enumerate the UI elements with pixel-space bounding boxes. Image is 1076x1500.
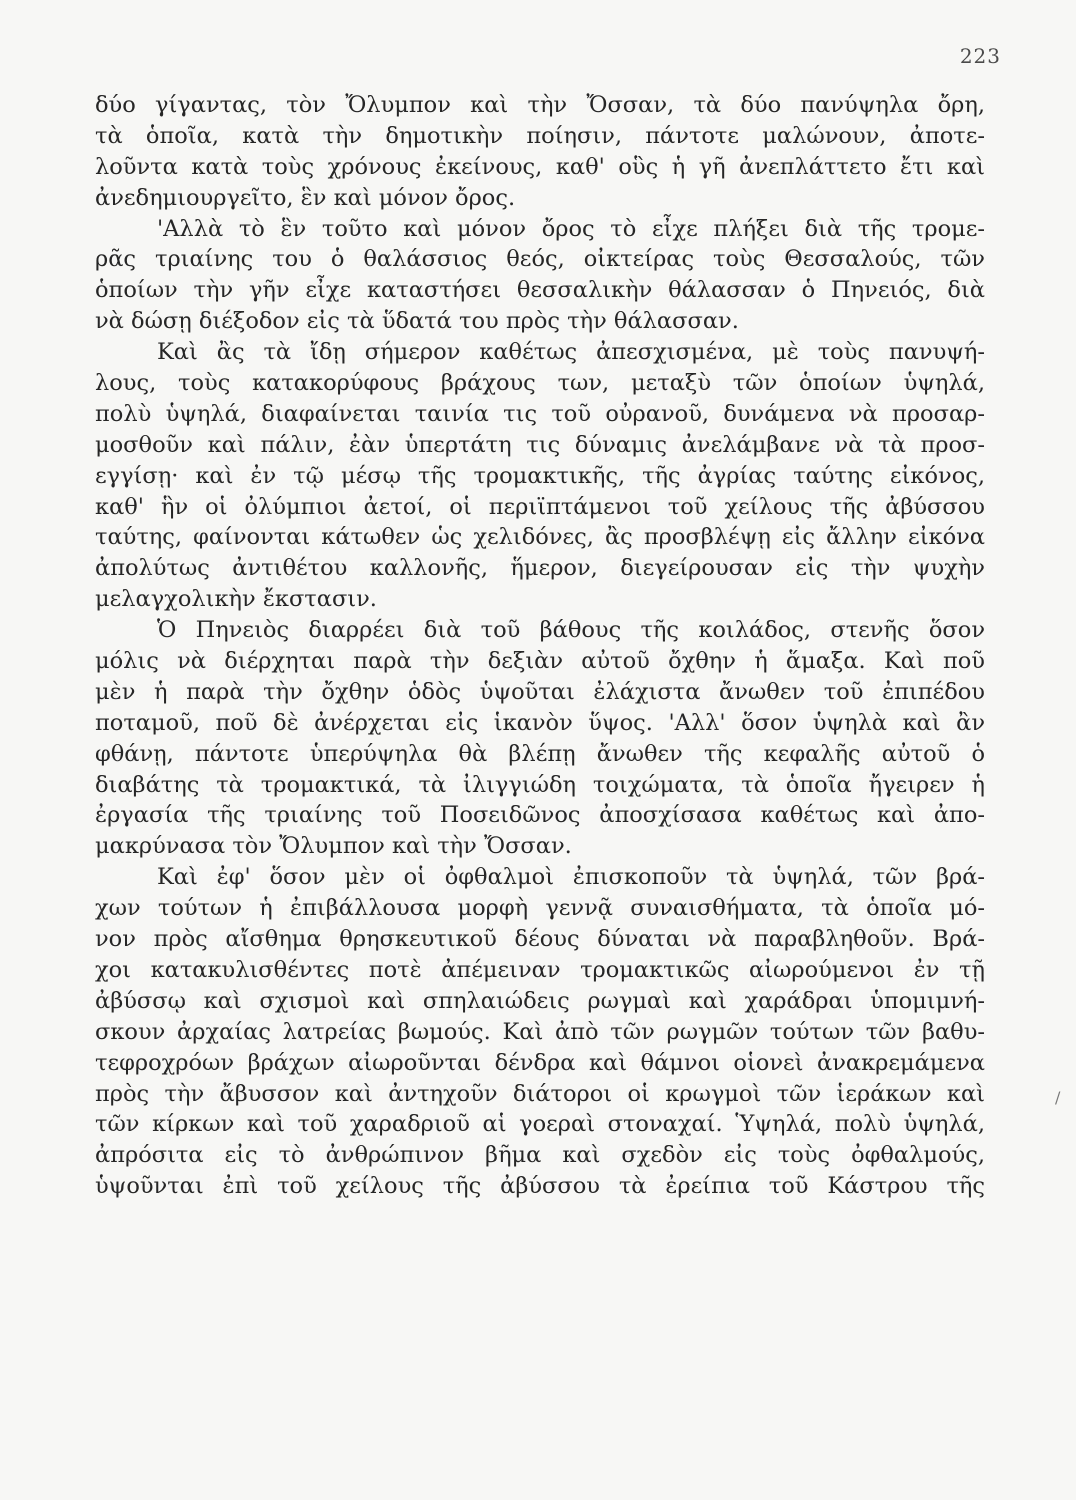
text-line: μακρύνασα τὸν Ὄλυμπον καὶ τὴν Ὄσσαν. [95, 833, 572, 860]
text-line: πολὺ ὑψηλά, διαφαίνεται ταινία τις τοῦ οὐρανοῦ, δυνάμενα νὰ προσαρ- [95, 400, 985, 427]
page-number: 223 [959, 44, 1001, 68]
text-line: λοῦντα κατὰ τοὺς χρόνους ἐκείνους, καθ' οὓς ἡ γῆ ἀνεπλάττετο ἔτι καὶ [95, 153, 985, 180]
text-line: ἀπρόσιτα εἰς τὸ ἀνθρώπινον βῆμα καὶ σχεδὸν εἰς τοὺς ὀφθαλμούς, [95, 1142, 985, 1169]
text-line: μοσθοῦν καὶ πάλιν, ἐὰν ὑπερτάτη τις δύναμις ἀνελάμβανε νὰ τὰ προσ- [95, 431, 985, 458]
text-line: τὰ ὁποῖα, κατὰ τὴν δημοτικὴν ποίησιν, πάντοτε μαλώνουν, ἀποτε- [95, 122, 985, 149]
text-line: ἐργασία τῆς τριαίνης τοῦ Ποσειδῶνος ἀποσχίσασα καθέτως καὶ ἀπο- [95, 802, 985, 829]
text-line: καθ' ἣν οἱ ὀλύμπιοι ἀετοί, οἱ περιϊπτάμενοι τοῦ χείλους τῆς ἀβύσσου [95, 493, 985, 520]
text-line: λους, τοὺς κατακορύφους βράχους των, μεταξὺ τῶν ὁποίων ὑψηλά, [95, 370, 985, 397]
text-line: φθάνῃ, πάντοτε ὑπερύψηλα θὰ βλέπῃ ἄνωθεν τῆς κεφαλῆς αὐτοῦ ὁ [95, 740, 985, 767]
text-line: χων τούτων ἡ ἐπιβάλλουσα μορφὴ γεννᾷ συναισθήματα, τὰ ὁποῖα μό- [95, 895, 985, 922]
text-line: τῶν κίρκων καὶ τοῦ χαραδριοῦ αἱ γοεραὶ στοναχαί. Ὑψηλά, πολὺ ὑψηλά, [95, 1111, 985, 1138]
text-line: ταύτης, φαίνονται κάτωθεν ὡς χελιδόνες, ἂς προσβλέψῃ εἰς ἄλλην εἰκόνα [95, 524, 985, 551]
text-line: ἀνεδημιουργεῖτο, ἓν καὶ μόνον ὄρος. [95, 184, 516, 211]
text-line: σκουν ἀρχαίας λατρείας βωμούς. Καὶ ἀπὸ τῶν ρωγμῶν τούτων τῶν βαθυ- [95, 1018, 985, 1045]
text-line: 'Αλλὰ τὸ ἓν τοῦτο καὶ μόνον ὄρος τὸ εἶχε πλήξει διὰ τῆς τρομε- [157, 215, 985, 242]
text-line: δύο γίγαντας, τὸν Ὄλυμπον καὶ τὴν Ὄσσαν, τὰ δύο πανύψηλα ὄρη, [95, 92, 985, 118]
text-line: διαβάτης τὰ τρομακτικά, τὰ ἰλιγγιώδη τοιχώματα, τὰ ὁποῖα ἤγειρεν ἡ [95, 771, 985, 798]
text-line: ὁποίων τὴν γῆν εἶχε καταστήσει θεσσαλικὴν θάλασσαν ὁ Πηνειός, διὰ [95, 277, 985, 304]
text-line: εγγίσῃ· καὶ ἐν τῷ μέσῳ τῆς τρομακτικῆς, τῆς ἀγρίας ταύτης εἰκόνος, [95, 462, 985, 489]
text-line: ρᾶς τριαίνης του ὁ θαλάσσιος θεός, οἰκτείρας τοὺς Θεσσαλούς, τῶν [95, 246, 985, 273]
text-line: πρὸς τὴν ἄβυσσον καὶ ἀντηχοῦν διάτοροι οἱ κρωγμοὶ τῶν ἱεράκων καὶ [95, 1080, 985, 1107]
text-line: ὑψοῦνται ἐπὶ τοῦ χείλους τῆς ἀβύσσου τὰ ἐρείπια τοῦ Κάστρου τῆς [95, 1173, 985, 1200]
text-line: ἀβύσσῳ καὶ σχισμοὶ καὶ σπηλαιώδεις ρωγμαὶ καὶ χαράδραι ὑπομιμνή- [95, 987, 985, 1014]
body-text [95, 90, 985, 1202]
text-line: μόλις νὰ διέρχηται παρὰ τὴν δεξιὰν αὐτοῦ ὄχθην ἡ ἅμαξα. Καὶ ποῦ [95, 648, 985, 675]
text-line: Καὶ ἂς τὰ ἴδῃ σήμερον καθέτως ἀπεσχισμένα, μὲ τοὺς πανυψή- [157, 339, 985, 366]
text-line: ἀπολύτως ἀντιθέτου καλλονῆς, ἥμερον, διεγείρουσαν εἰς τὴν ψυχὴν [95, 555, 985, 582]
text-line: νον πρὸς αἴσθημα θρησκευτικοῦ δέους δύναται νὰ παραβληθοῦν. Βρά- [95, 926, 985, 953]
text-line: τεφροχρόων βράχων αἰωροῦνται δένδρα καὶ θάμνοι οἱονεὶ ἀνακρεμάμενα [95, 1049, 985, 1076]
text-line: Καὶ ἐφ' ὅσον μὲν οἱ ὀφθαλμοὶ ἐπισκοποῦν τὰ ὑψηλά, τῶν βρά- [157, 864, 985, 891]
text-line: χοι κατακυλισθέντες ποτὲ ἀπέμειναν τρομακτικῶς αἰωρούμενοι ἐν τῇ [95, 956, 985, 983]
text-line: μελαγχολικὴν ἔκστασιν. [95, 586, 377, 613]
text-line: Ὁ Πηνειὸς διαρρέει διὰ τοῦ βάθους τῆς κοιλάδος, στενῆς ὅσον [157, 617, 985, 644]
margin-mark: / [1055, 1088, 1061, 1107]
text-line: νὰ δώσῃ διέξοδον εἰς τὰ ὕδατά του πρὸς τὴν θάλασσαν. [95, 308, 739, 335]
text-line: μὲν ἡ παρὰ τὴν ὄχθην ὁδὸς ὑψοῦται ἐλάχιστα ἄνωθεν τοῦ ἐπιπέδου [95, 678, 985, 705]
text-line: ποταμοῦ, ποῦ δὲ ἀνέρχεται εἰς ἱκανὸν ὕψος. 'Αλλ' ὅσον ὑψηλὰ καὶ ἂν [95, 709, 985, 736]
